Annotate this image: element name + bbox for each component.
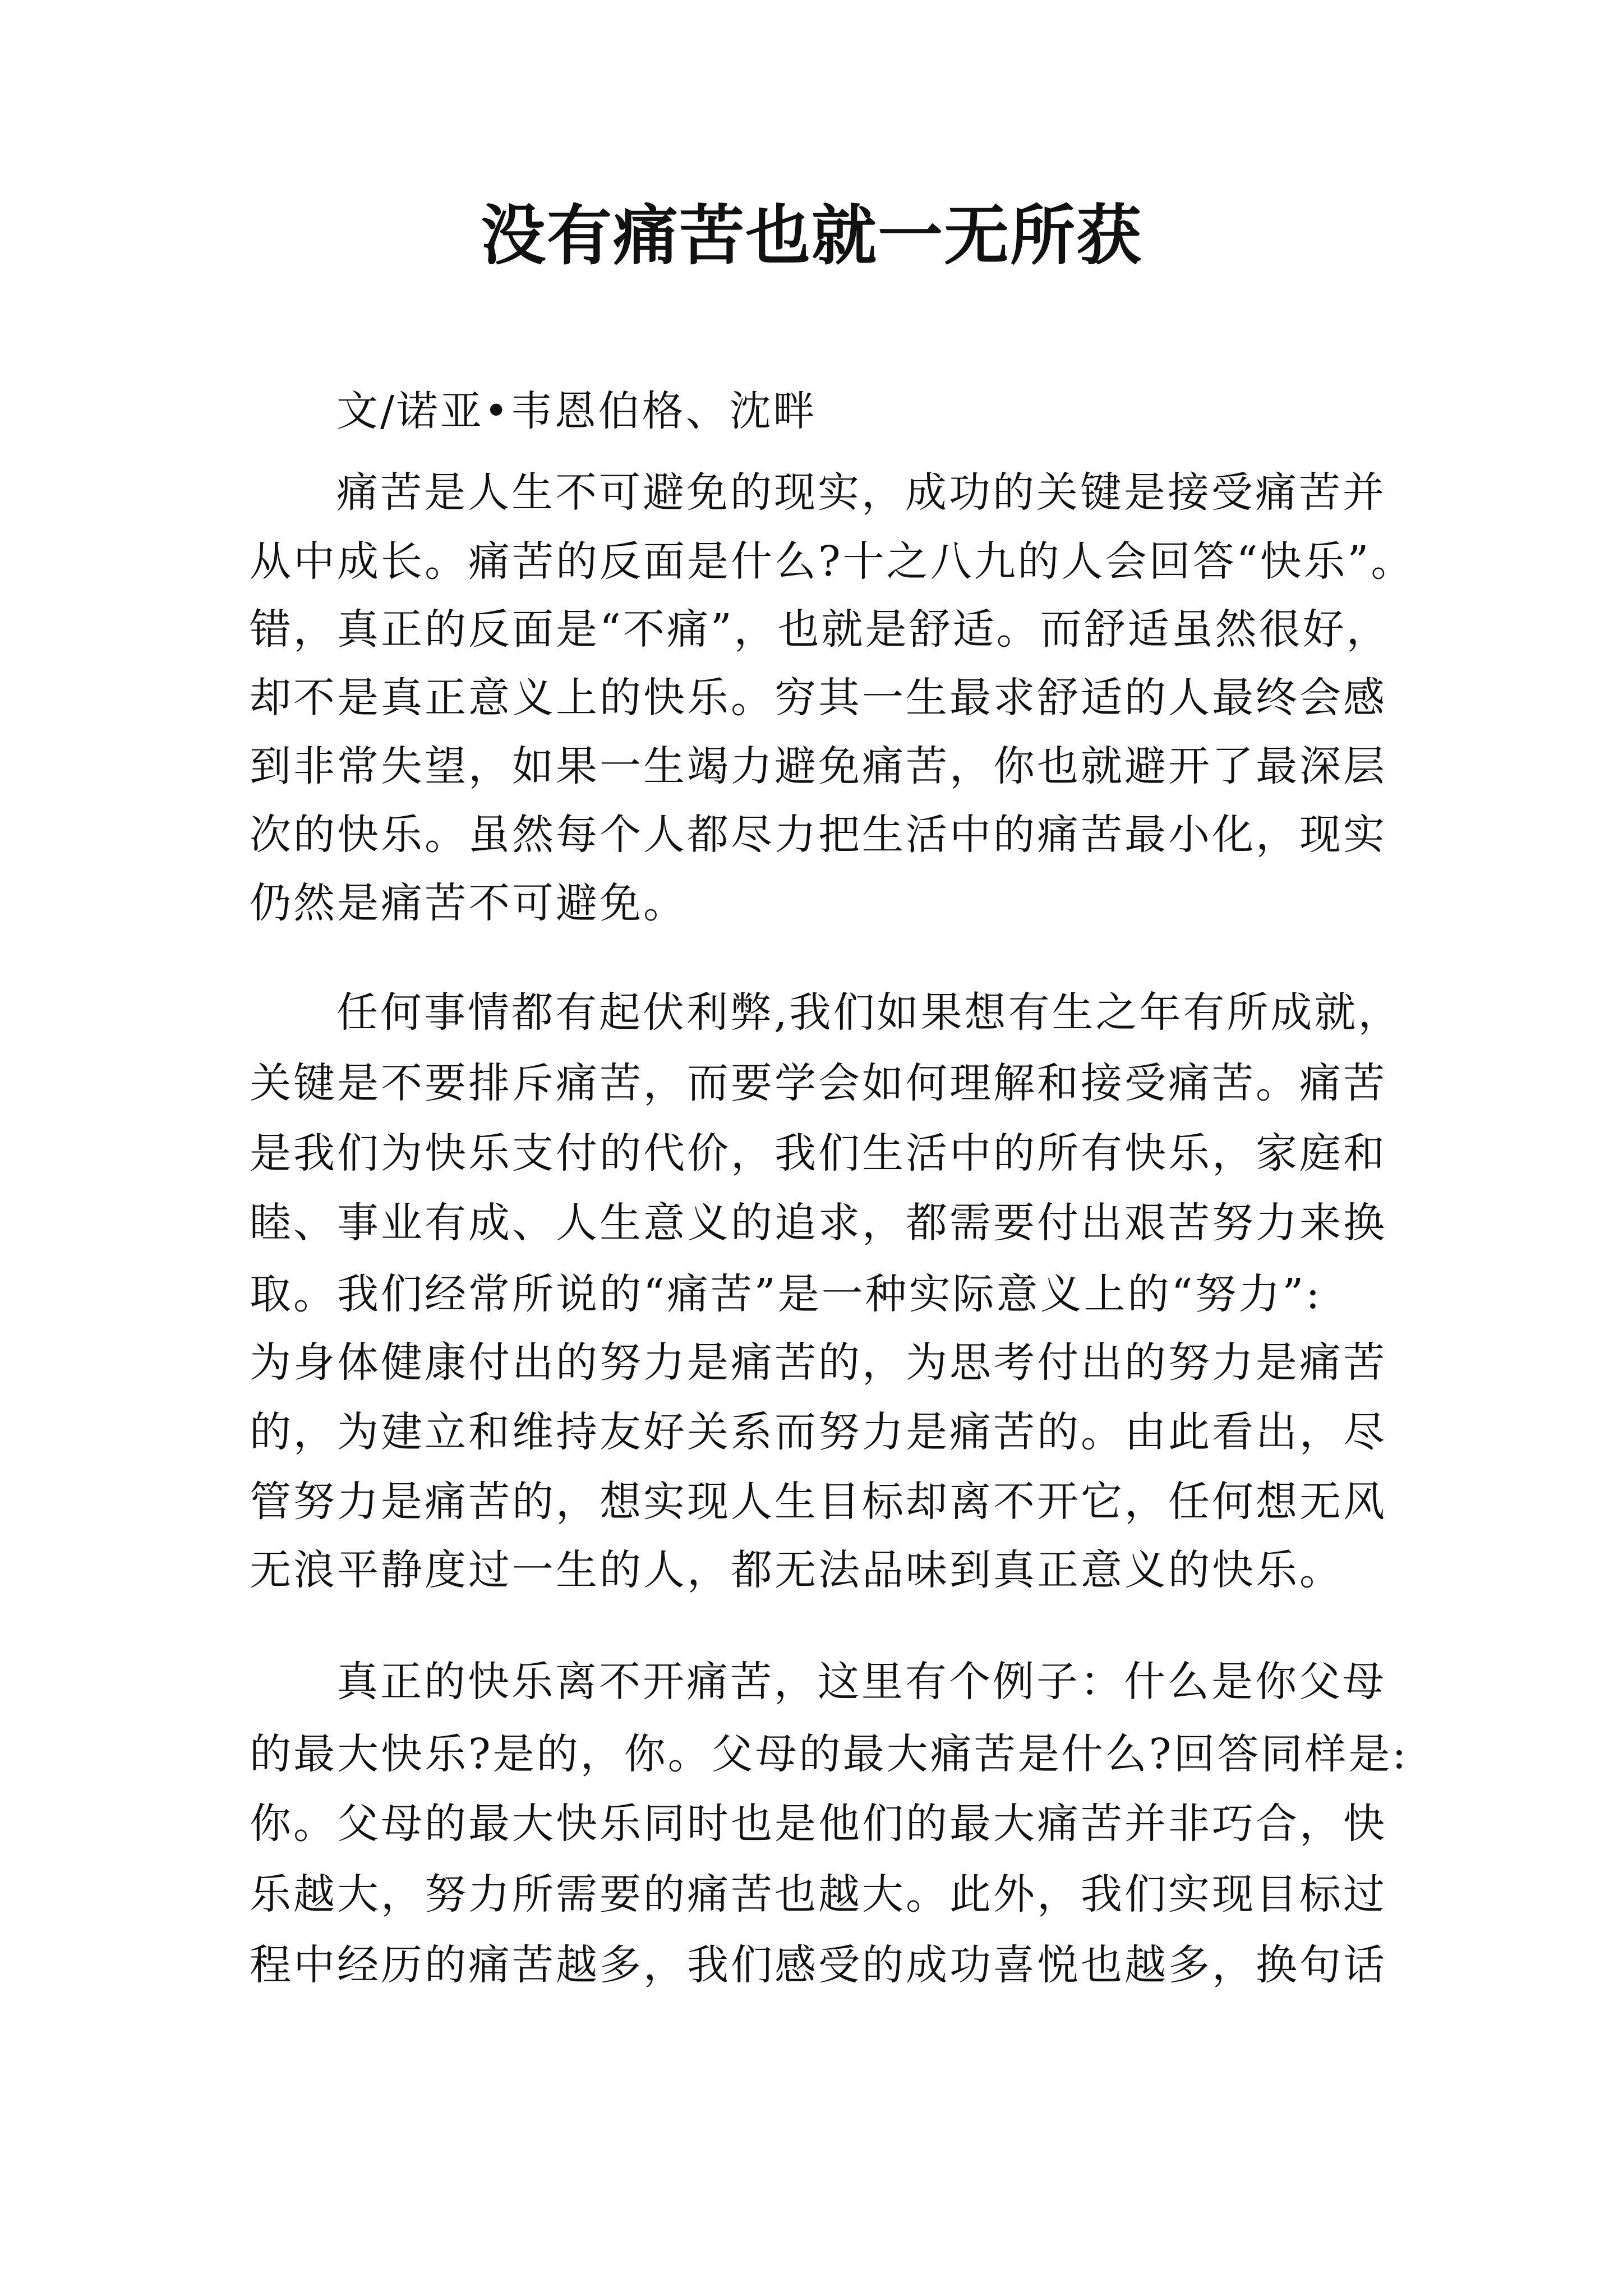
- text-line: 无浪平静度过一生的人，都无法品味到真正意义的快乐。: [250, 1546, 1343, 1594]
- document-title: 没有痛苦也就一无所获: [481, 197, 1142, 274]
- text-line: 错，真正的反面是“不痛”，也就是舒适。而舒适虽然很好，: [250, 605, 1390, 654]
- text-line: 从中成长。痛苦的反面是什么?十之八九的人会回答“快乐”。: [250, 537, 1415, 586]
- text-line: 你。父母的最大快乐同时也是他们的最大痛苦并非巧合，快: [250, 1800, 1387, 1848]
- text-line: 却不是真正意义上的快乐。穷其一生最求舒适的人最终会感: [250, 674, 1387, 722]
- text-line: 关键是不要排斥痛苦，而要学会如何理解和接受痛苦。痛苦: [250, 1059, 1387, 1107]
- text-line: 为身体健康付出的努力是痛苦的，为思考付出的努力是痛苦: [250, 1338, 1387, 1387]
- text-line: 的最大快乐?是的，你。父母的最大痛苦是什么?回答同样是:: [250, 1730, 1409, 1778]
- text-line: 痛苦是人生不可避免的现实，成功的关键是接受痛苦并: [336, 468, 1386, 517]
- text-line: 真正的快乐离不开痛苦，这里有个例子：什么是你父母: [336, 1658, 1386, 1706]
- text-line: 管努力是痛苦的，想实现人生目标却离不开它，任何想无风: [250, 1478, 1387, 1526]
- text-line: 次的快乐。虽然每个人都尽力把生活中的痛苦最小化，现实: [250, 811, 1387, 859]
- text-line: 乐越大，努力所需要的痛苦也越大。此外，我们实现目标过: [250, 1870, 1387, 1918]
- text-line: 任何事情都有起伏利弊,我们如果想有生之年有所成就，: [336, 988, 1402, 1037]
- byline: 文/诺亚•韦恩伯格、沈畔: [336, 387, 817, 435]
- text-line: 程中经历的痛苦越多，我们感受的成功喜悦也越多，换句话: [250, 1941, 1387, 1989]
- text-line: 到非常失望，如果一生竭力避免痛苦，你也就避开了最深层: [250, 742, 1387, 790]
- text-line: 的，为建立和维持友好关系而努力是痛苦的。由此看出，尽: [250, 1408, 1387, 1456]
- text-line: 睦、事业有成、人生意义的追求，都需要付出艰苦努力来换: [250, 1199, 1387, 1247]
- text-line: 仍然是痛苦不可避免。: [250, 879, 687, 927]
- text-line: 是我们为快乐支付的代价，我们生活中的所有快乐，家庭和: [250, 1129, 1387, 1177]
- text-line: 取。我们经常所说的“痛苦”是一种实际意义上的“努力”:: [250, 1270, 1322, 1318]
